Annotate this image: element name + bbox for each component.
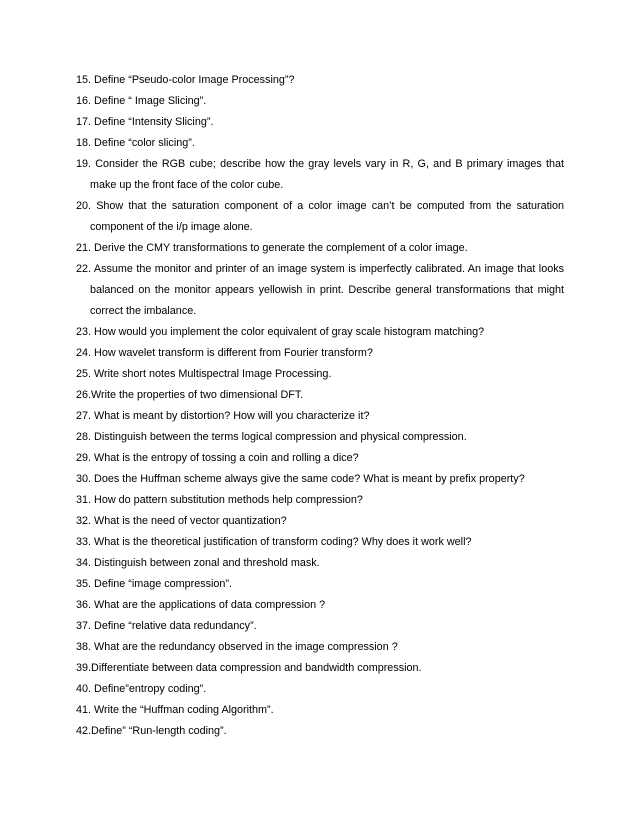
question-number: 28. bbox=[76, 431, 92, 443]
question-text: What is the need of vector quantization? bbox=[91, 515, 287, 527]
question-text: Consider the RGB cube; describe how the gray levels vary in R, G, and B primary images that make up the front face of the color cube. bbox=[90, 158, 564, 191]
question-text: How would you implement the color equivalent of gray scale histogram matching? bbox=[91, 326, 485, 338]
question-item bbox=[76, 658, 564, 679]
question-number: 29. bbox=[76, 452, 92, 464]
question-item bbox=[76, 343, 564, 364]
question-number: 21. bbox=[76, 242, 92, 254]
question-item bbox=[76, 574, 564, 595]
question-number: 24. bbox=[76, 347, 92, 359]
question-number: 31. bbox=[76, 494, 92, 506]
question-text: What are the redundancy observed in the image compression ? bbox=[91, 641, 398, 653]
question-item bbox=[76, 616, 564, 637]
question-item bbox=[76, 721, 564, 742]
question-item bbox=[76, 112, 564, 133]
question-text: Write the “Huffman coding Algorithm”. bbox=[91, 704, 274, 716]
question-text: Differentiate between data compression and bandwidth compression. bbox=[91, 662, 422, 674]
question-list bbox=[76, 70, 564, 742]
question-item bbox=[76, 427, 564, 448]
question-text: Define “Pseudo-color Image Processing”? bbox=[91, 74, 295, 86]
question-number: 16. bbox=[76, 95, 92, 107]
question-item bbox=[76, 259, 564, 322]
question-text: Define “color slicing”. bbox=[91, 137, 195, 149]
question-item bbox=[76, 553, 564, 574]
question-item bbox=[76, 385, 564, 406]
question-text: How do pattern substitution methods help compression? bbox=[91, 494, 363, 506]
question-text: Define”entropy coding”. bbox=[91, 683, 207, 695]
question-number: 42. bbox=[76, 725, 92, 737]
question-text: Does the Huffman scheme always give the same code? What is meant by prefix property? bbox=[91, 473, 525, 485]
question-item bbox=[76, 196, 564, 238]
question-text: Distinguish between the terms logical compression and physical compression. bbox=[91, 431, 467, 443]
question-item bbox=[76, 364, 564, 385]
question-text: What is the theoretical justification of transform coding? Why does it work well? bbox=[91, 536, 472, 548]
question-item bbox=[76, 238, 564, 259]
question-text: Define “ Image Slicing”. bbox=[91, 95, 207, 107]
question-text: Derive the CMY transformations to generate the complement of a color image. bbox=[91, 242, 468, 254]
question-text: What are the applications of data compression ? bbox=[91, 599, 326, 611]
question-number: 15. bbox=[76, 74, 92, 86]
question-item bbox=[76, 448, 564, 469]
question-number: 40. bbox=[76, 683, 92, 695]
question-number: 39. bbox=[76, 662, 92, 674]
question-number: 36. bbox=[76, 599, 92, 611]
question-number: 32. bbox=[76, 515, 92, 527]
question-item bbox=[76, 637, 564, 658]
question-number: 20. bbox=[76, 200, 92, 212]
question-text: Show that the saturation component of a color image can’t be computed from the saturation component of the i/p image alone. bbox=[90, 200, 564, 233]
question-number: 34. bbox=[76, 557, 92, 569]
question-number: 37. bbox=[76, 620, 92, 632]
question-number: 26. bbox=[76, 389, 92, 401]
question-number: 33. bbox=[76, 536, 92, 548]
question-number: 17. bbox=[76, 116, 92, 128]
question-text: What is meant by distortion? How will you characterize it? bbox=[91, 410, 370, 422]
question-item bbox=[76, 700, 564, 721]
question-item bbox=[76, 595, 564, 616]
question-number: 38. bbox=[76, 641, 92, 653]
question-number: 30. bbox=[76, 473, 92, 485]
question-number: 41. bbox=[76, 704, 92, 716]
question-item bbox=[76, 469, 564, 490]
question-item bbox=[76, 511, 564, 532]
question-number: 27. bbox=[76, 410, 92, 422]
question-text: Write the properties of two dimensional DFT. bbox=[91, 389, 304, 401]
question-item bbox=[76, 133, 564, 154]
question-text: Distinguish between zonal and threshold mask. bbox=[91, 557, 320, 569]
question-number: 25. bbox=[76, 368, 92, 380]
question-text: What is the entropy of tossing a coin and rolling a dice? bbox=[91, 452, 359, 464]
question-item bbox=[76, 532, 564, 553]
question-text: Define “relative data redundancy”. bbox=[91, 620, 257, 632]
question-item bbox=[76, 91, 564, 112]
question-text: Write short notes Multispectral Image Processing. bbox=[91, 368, 332, 380]
question-text: How wavelet transform is different from Fourier transform? bbox=[91, 347, 373, 359]
question-item bbox=[76, 679, 564, 700]
question-item bbox=[76, 70, 564, 91]
question-number: 18. bbox=[76, 137, 92, 149]
question-number: 22. bbox=[76, 263, 92, 275]
question-text: Define “image compression”. bbox=[91, 578, 233, 590]
question-text: Define “Intensity Slicing”. bbox=[91, 116, 214, 128]
question-item bbox=[76, 154, 564, 196]
question-text: Define” “Run-length coding”. bbox=[91, 725, 227, 737]
question-item bbox=[76, 322, 564, 343]
question-text: Assume the monitor and printer of an image system is imperfectly calibrated. An image that looks balanced on the monitor appears yellowish in print. Describe general transformations that might correct the imbalance. bbox=[90, 263, 564, 317]
question-number: 23. bbox=[76, 326, 92, 338]
question-number: 35. bbox=[76, 578, 92, 590]
question-item bbox=[76, 406, 564, 427]
question-item bbox=[76, 490, 564, 511]
question-number: 19. bbox=[76, 158, 92, 170]
